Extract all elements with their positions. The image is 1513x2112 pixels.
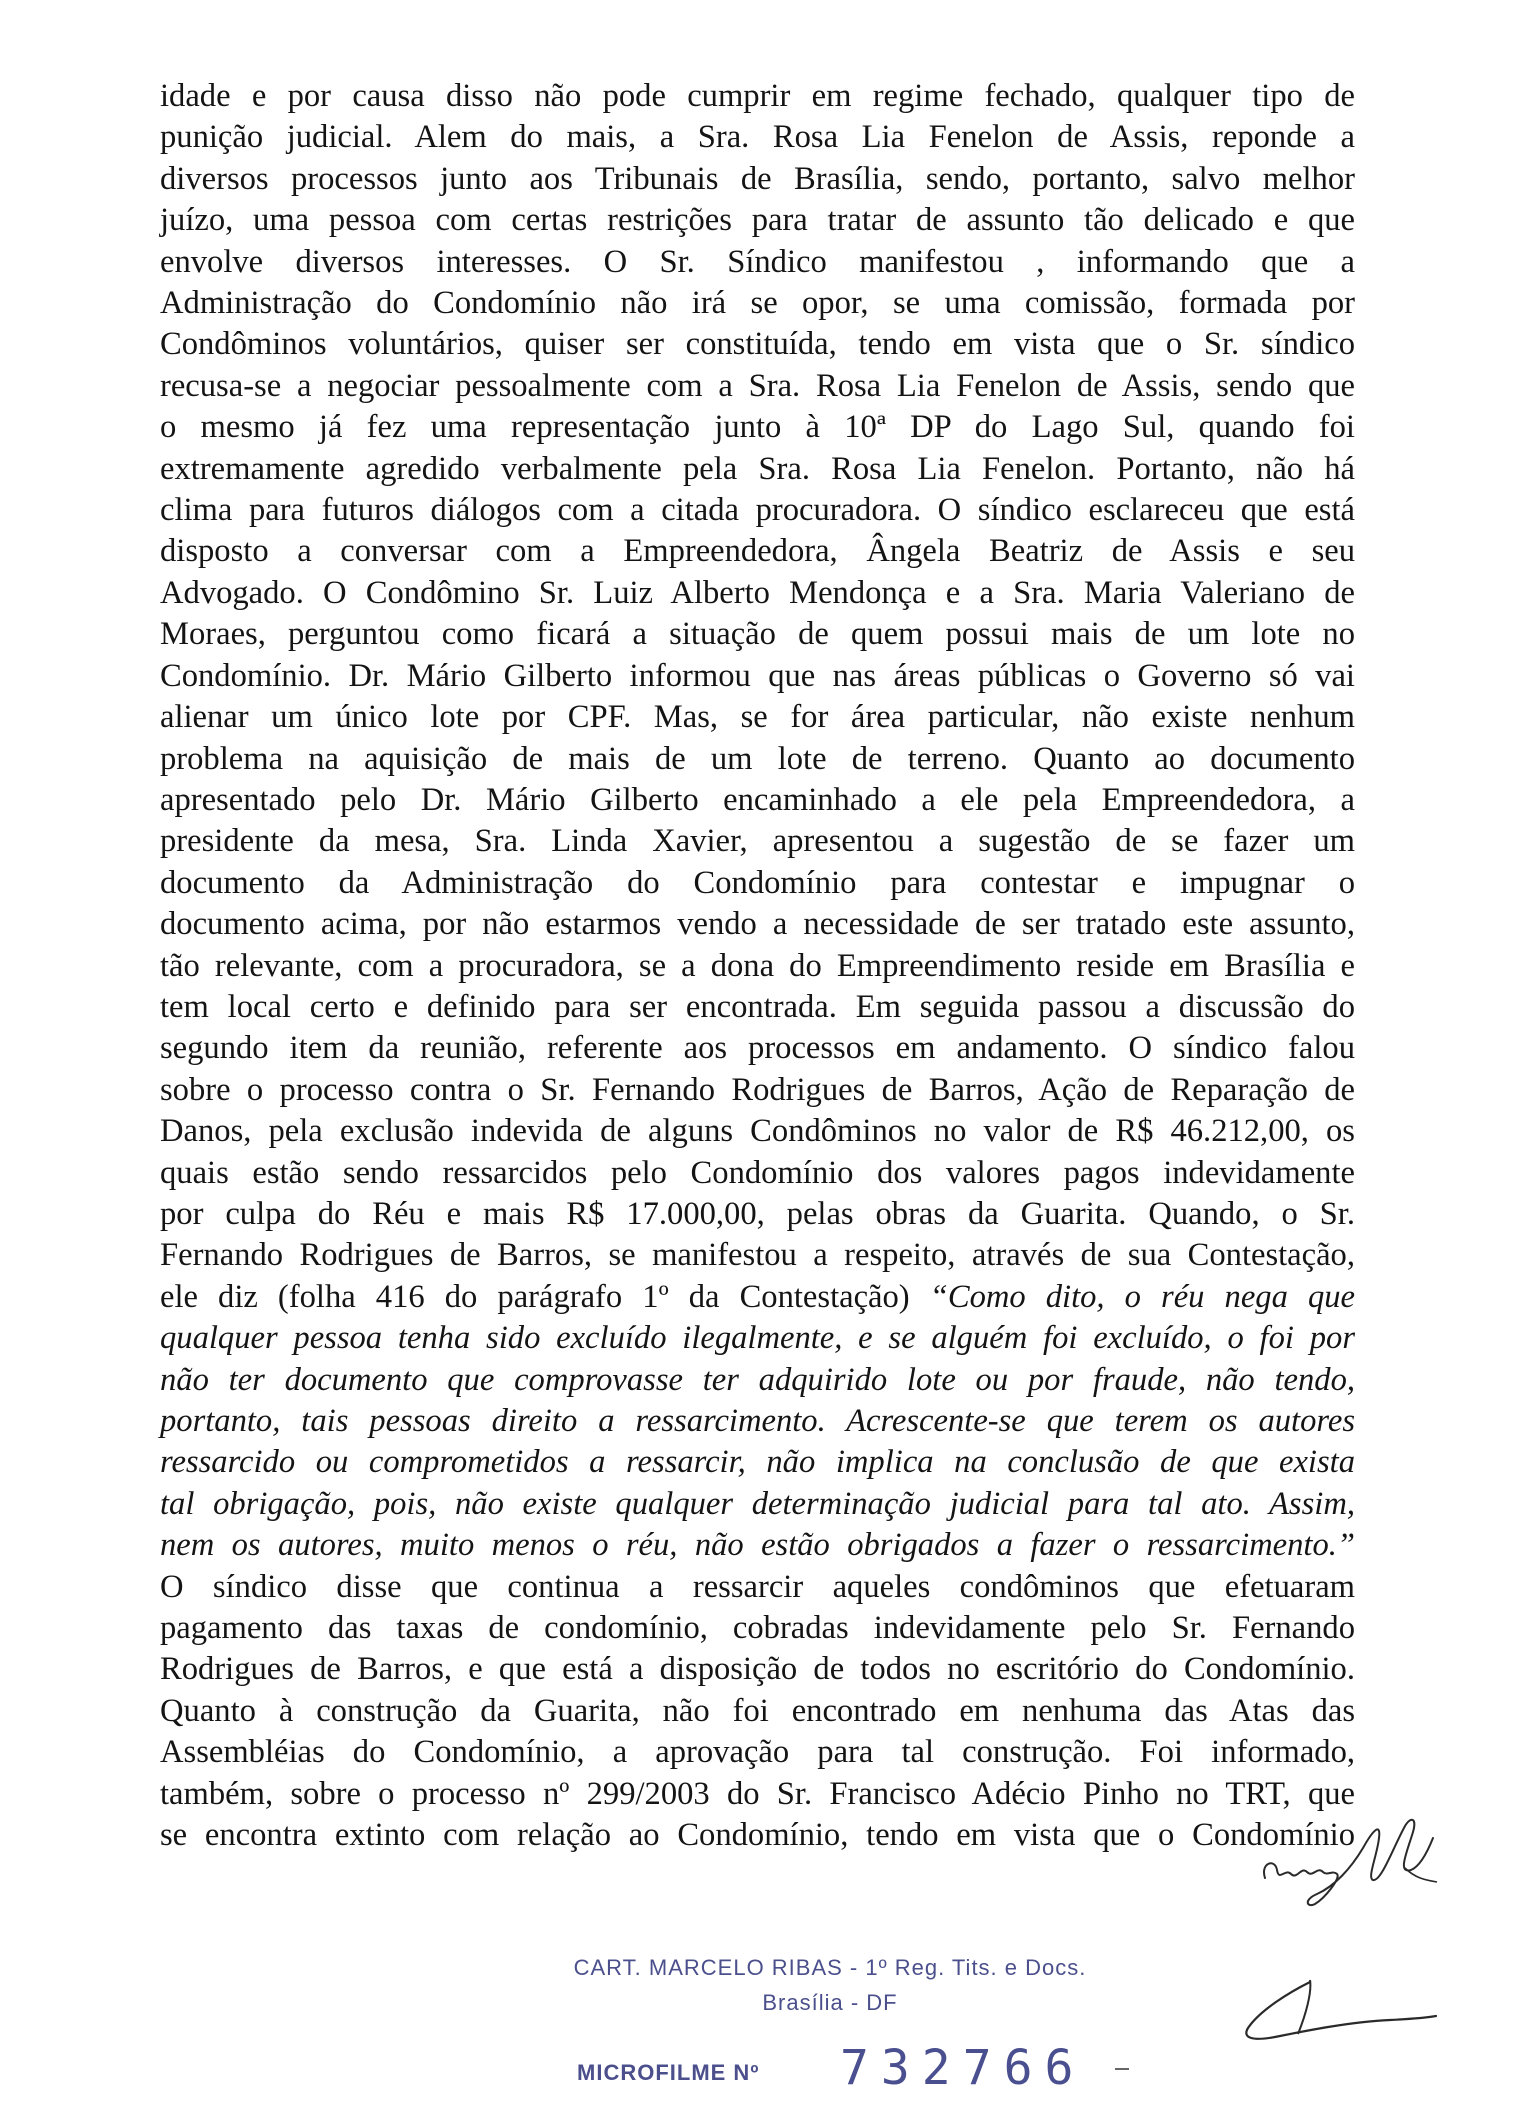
- text-line-regular: idade e por causa disso não pode cumprir em regime fechado, qualquer tipo de: [160, 78, 1355, 114]
- text-line: [160, 1277, 1355, 1318]
- text-line-regular: Condôminos voluntários, quiser ser constituída, tendo em vista que o Sr. síndico: [160, 326, 1355, 363]
- text-line-regular: alienar um único lote por CPF. Mas, se for área particular, não existe nenhum: [160, 699, 1355, 736]
- text-line-regular: Condomínio. Dr. Mário Gilberto informou que nas áreas públicas o Governo só vai: [160, 657, 1355, 694]
- text-line: [160, 1525, 1355, 1566]
- trailing-dash: [1115, 2068, 1129, 2070]
- text-line: [160, 573, 1355, 614]
- text-line-italic-quote: tal obrigação, pois, não existe qualquer determinação judicial para tal ato. Assim,: [160, 1485, 1355, 1522]
- text-line: [160, 531, 1355, 572]
- registry-stamp-title: CART. MARCELO RIBAS - 1º Reg. Tits. e Docs.: [573, 1955, 1087, 1980]
- text-line-regular: problema na aquisição de mais de um lote de terreno. Quanto ao documento: [160, 740, 1355, 777]
- text-line: [160, 200, 1355, 241]
- text-line: [160, 1194, 1355, 1235]
- text-line-regular: Quanto à construção da Guarita, não foi encontrado em nenhuma das Atas das: [160, 1692, 1355, 1729]
- text-line: [160, 1774, 1355, 1815]
- text-line-italic-quote: portanto, tais pessoas direito a ressarcimento. Acrescente-se que terem os autores: [160, 1403, 1355, 1439]
- text-line: [160, 946, 1355, 987]
- text-line-regular: Advogado. O Condômino Sr. Luiz Alberto Mendonça e a Sra. Maria Valeriano de: [160, 574, 1355, 611]
- text-line-regular: recusa-se a negociar pessoalmente com a Sra. Rosa Lia Fenelon de Assis, sendo que: [160, 367, 1355, 404]
- text-line-regular: o mesmo já fez uma representação junto à 10ª DP do Lago Sul, quando foi: [160, 409, 1355, 446]
- text-line-regular: tão relevante, com a procuradora, se a dona do Empreendimento reside em Brasília e: [160, 947, 1355, 984]
- body-text: [160, 76, 1355, 1856]
- text-line-regular: segundo item da reunião, referente aos processos em andamento. O síndico falou: [160, 1030, 1355, 1067]
- text-line: [160, 242, 1355, 283]
- text-line: [160, 904, 1355, 945]
- text-line-regular: por culpa do Réu e mais R$ 17.000,00, pelas obras da Guarita. Quando, o Sr.: [160, 1195, 1355, 1232]
- text-line: [160, 697, 1355, 738]
- text-line-regular: extremamente agredido verbalmente pela Sra. Rosa Lia Fenelon. Portanto, não há: [160, 450, 1355, 487]
- text-line-italic-quote: “Como dito, o réu nega que: [929, 1278, 1355, 1315]
- text-line-italic-quote: nem os autores, muito menos o réu, não estão obrigados a fazer o ressarcimento.”: [160, 1527, 1355, 1564]
- text-line-regular: juízo, uma pessoa com certas restrições para tratar de assunto tão delicado e que: [160, 202, 1355, 239]
- text-line: [160, 159, 1355, 200]
- text-line-regular: pagamento das taxas de condomínio, cobradas indevidamente pelo Sr. Fernando: [160, 1610, 1355, 1647]
- text-line-regular: se encontra extinto com relação ao Condomínio, tendo em vista que o Condomínio: [160, 1817, 1355, 1854]
- registry-stamp-city: Brasília - DF: [762, 1990, 898, 2015]
- text-line: [160, 1028, 1355, 1069]
- text-line-regular: envolve diversos interesses. O Sr. Síndico manifestou , informando que a: [160, 243, 1355, 280]
- text-line-regular: Rodrigues de Barros, e que está a disposição de todos no escritório do Condomínio.: [160, 1651, 1355, 1688]
- text-line-regular: punição judicial. Alem do mais, a Sra. Rosa Lia Fenelon de Assis, reponde a: [160, 119, 1355, 156]
- text-line: [160, 1111, 1355, 1152]
- text-line: [160, 490, 1355, 531]
- text-line-regular: também, sobre o processo nº 299/2003 do Sr. Francisco Adécio Pinho no TRT, que: [160, 1775, 1355, 1812]
- text-line: [160, 987, 1355, 1028]
- text-line: [160, 863, 1355, 904]
- handwritten-mark-signature: [1240, 1962, 1440, 2052]
- text-line-regular: Assembléias do Condomínio, a aprovação para tal construção. Foi informado,: [160, 1734, 1355, 1771]
- text-line-italic-quote: não ter documento que comprovasse ter adquirido lote ou por fraude, não tendo,: [160, 1361, 1355, 1398]
- text-line: [160, 1649, 1355, 1690]
- text-line-regular: documento acima, por não estarmos vendo a necessidade de ser tratado este assunto,: [160, 906, 1355, 943]
- text-line-regular: Moraes, perguntou como ficará a situação de quem possui mais de um lote no: [160, 616, 1355, 653]
- text-line-regular: diversos processos junto aos Tribunais de Brasília, sendo, portanto, salvo melhor: [160, 160, 1355, 197]
- text-line: [160, 1070, 1355, 1111]
- text-line-regular: tem local certo e definido para ser encontrada. Em seguida passou a discussão do: [160, 988, 1355, 1025]
- text-line-regular: Fernando Rodrigues de Barros, se manifestou a respeito, através de sua Contestação,: [160, 1237, 1355, 1274]
- text-line-italic-quote: qualquer pessoa tenha sido excluído ilegalmente, e se alguém foi excluído, o foi por: [160, 1320, 1355, 1357]
- text-line: [160, 1235, 1355, 1276]
- text-line: [160, 1318, 1355, 1359]
- text-line: [160, 821, 1355, 862]
- text-line: [160, 1691, 1355, 1732]
- text-line-regular: sobre o processo contra o Sr. Fernando Rodrigues de Barros, Ação de Reparação de: [160, 1071, 1355, 1108]
- text-line: [160, 366, 1355, 407]
- text-line: [160, 324, 1355, 365]
- text-line: [160, 780, 1355, 821]
- text-line-regular: quais estão sendo ressarcidos pelo Condomínio dos valores pagos indevidamente: [160, 1154, 1355, 1191]
- text-line: [160, 449, 1355, 490]
- text-line-italic-quote: ressarcido ou comprometidos a ressarcir, não implica na conclusão de que exista: [160, 1444, 1355, 1481]
- text-line: [160, 739, 1355, 780]
- microfilm-label: MICROFILME Nº: [577, 2060, 760, 2085]
- text-line: [160, 76, 1355, 117]
- handwritten-initials-signature: [1255, 1808, 1445, 1918]
- text-line: [160, 1815, 1355, 1856]
- text-line: [160, 1401, 1355, 1442]
- text-line-regular: presidente da mesa, Sra. Linda Xavier, apresentou a sugestão de se fazer um: [160, 823, 1355, 860]
- text-line: [160, 1360, 1355, 1401]
- text-line-regular: clima para futuros diálogos com a citada procuradora. O síndico esclareceu que está: [160, 492, 1355, 529]
- text-line: [160, 614, 1355, 655]
- text-line-regular: apresentado pelo Dr. Mário Gilberto encaminhado a ele pela Empreendedora, a: [160, 781, 1355, 818]
- text-line: [160, 1442, 1355, 1483]
- text-line: [160, 1732, 1355, 1773]
- text-line: [160, 407, 1355, 448]
- text-line-regular: documento da Administração do Condomínio para contestar e impugnar o: [160, 864, 1355, 901]
- text-line-regular: ele diz (folha 416 do parágrafo 1º da Contestação): [160, 1278, 930, 1315]
- text-line: [160, 1484, 1355, 1525]
- text-line: [160, 1608, 1355, 1649]
- text-line-regular: Administração do Condomínio não irá se opor, se uma comissão, formada por: [160, 285, 1355, 322]
- microfilm-number: 732766: [840, 2040, 1086, 2096]
- text-line: [160, 656, 1355, 697]
- text-line-regular: disposto a conversar com a Empreendedora, Ângela Beatriz de Assis e seu: [160, 533, 1355, 570]
- text-line: [160, 1567, 1355, 1608]
- text-line: [160, 1153, 1355, 1194]
- text-line-regular: Danos, pela exclusão indevida de alguns Condôminos no valor de R$ 46.212,00, os: [160, 1113, 1355, 1150]
- text-line: [160, 283, 1355, 324]
- text-line-regular: O síndico disse que continua a ressarcir aqueles condôminos que efetuaram: [160, 1568, 1355, 1605]
- text-line: [160, 117, 1355, 158]
